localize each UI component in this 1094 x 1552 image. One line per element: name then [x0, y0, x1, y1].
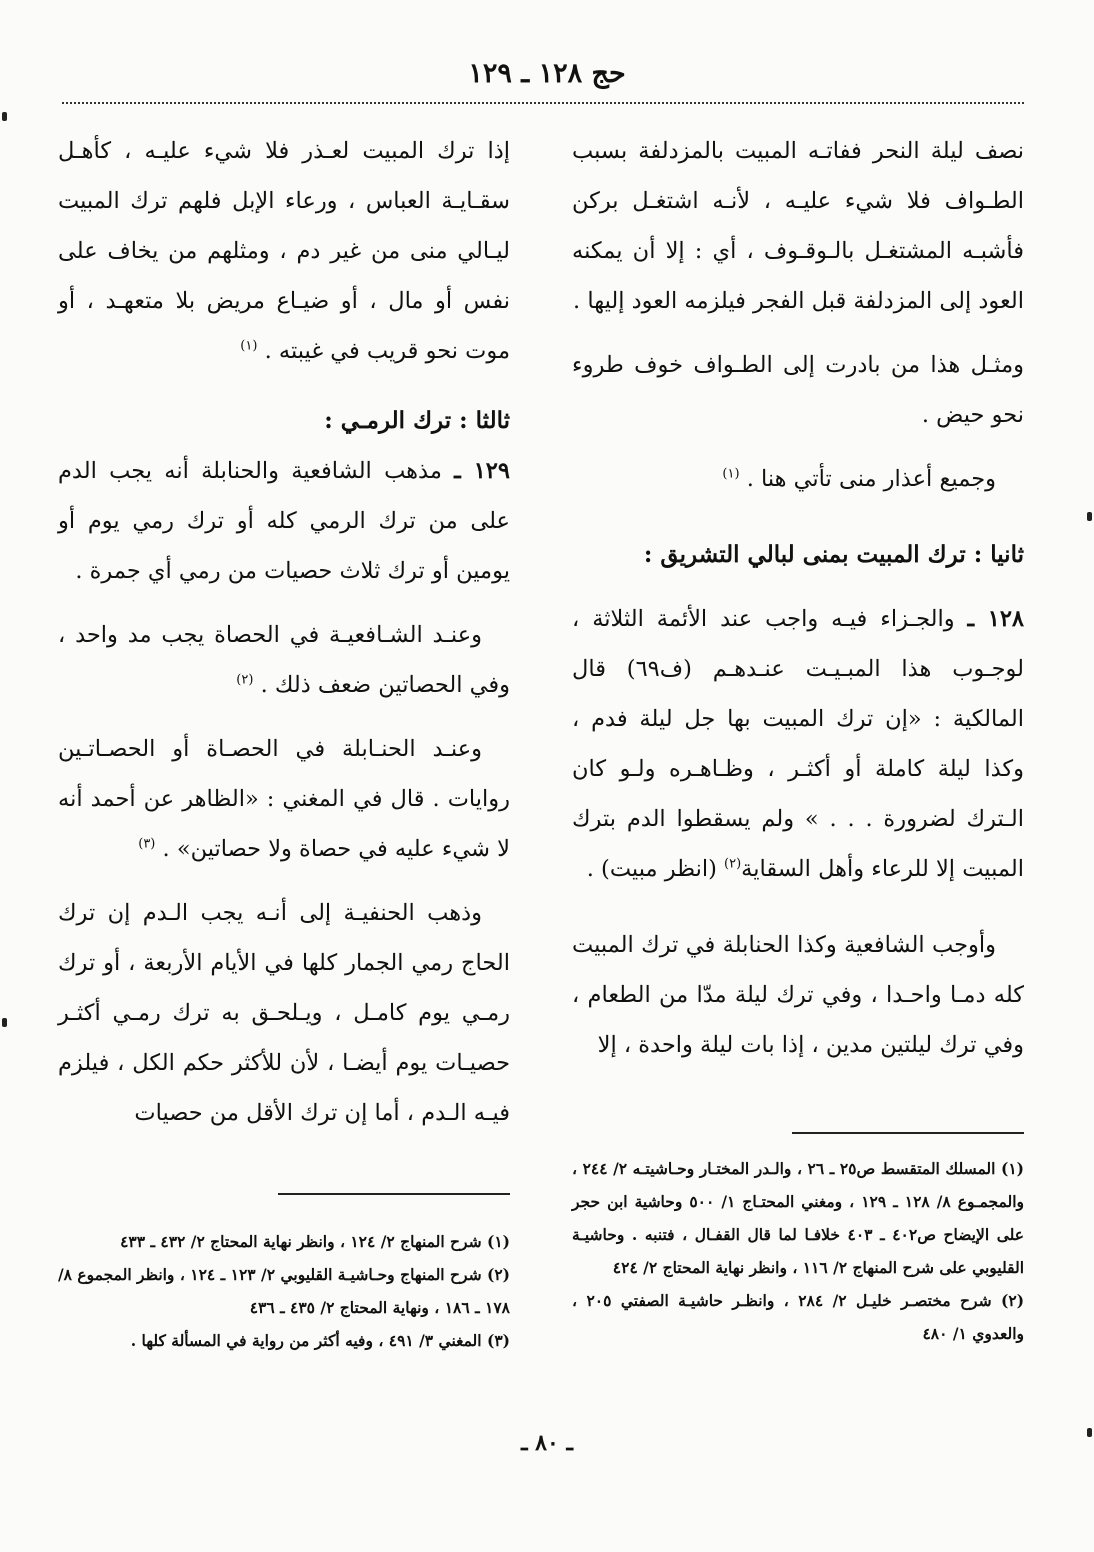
footnote-ref: (١) [722, 466, 740, 482]
paragraph: إذا ترك المبيت لعـذر فلا شيء عليـه ، كأهـل سقـايـة العباس ، ورعاء الإبل فلهم ترك المبيت ليـالي منى من غير دم ، ومثلهم من يخاف على نفس أو مال ، أو ضيـاع مريض بلا متعهـد ، أو موت نحو قريب في غيبته . $^{(١)}$ [58, 138, 510, 364]
page-number: ـ ٨٠ ـ [521, 1430, 573, 1456]
footnote: (٢) شرح المنهاج وحـاشيـة القليوبي ٢/ ١٢٣ ـ ١٢٤ ، وانظر المجموع ٨/ ١٧٨ ـ ١٨٦ ، ونهاية المحتاج ٢/ ٤٣٥ ـ ٤٣٦ [58, 1265, 510, 1317]
footnote: (١) المسلك المتقسط ص٢٥ ـ ٢٦ ، والـدر المختـار وحـاشيتـه ٢/ ٢٤٤ ، والمجمـوع ٨/ ١٢٨ ـ ١٢٩ ، ومغني المحتـاج ١/ ٥٠٠ وحاشية ابن حجر على الإيضاح ص٤٠٢ ـ ٤٠٣ خلافـا لما قال القفـال ، فتنبه . وحاشيـة القليوبي على شرح المنهاج ٢/ ١١٦ ، وانظر نهاية المحتاج ٢/ ٤٢٤ [572, 1159, 1024, 1277]
footnote: (٣) المغني ٣/ ٤٩١ ، وفيه أكثر من رواية في المسألة كلها . [130, 1331, 510, 1350]
paragraph: ومثـل هذا من بادرت إلى الطـواف خوف طروء نحو حيض . [572, 352, 1024, 428]
scan-mark [2, 112, 7, 121]
footnote-separator [792, 1132, 1024, 1134]
paragraph: نصف ليلة النحر ففاتـه المبيت بالمزدلفة بسبب الطـواف فلا شيء عليـه ، لأنـه اشتغـل بركن فأشبـه المشتغـل بالـوقـوف ، أي : إلا أن يمكنه العود إلى المزدلفة قبل الفجر فيلزمه العود إليها . [572, 138, 1024, 314]
paragraph-number: ١٢٨ ـ [967, 606, 1024, 632]
paragraph: وجميع أعذار منى تأتي هنا . $^{(١)}$ [722, 466, 996, 492]
scan-mark [1087, 1428, 1092, 1437]
header-dotted-rule [62, 102, 1024, 104]
footnotes-right [572, 1152, 1024, 1350]
footnote-ref: (٢) [724, 856, 742, 872]
right-column [572, 126, 1024, 1084]
paragraph: وعنـد الشـافعيـة في الحصاة يجب مد واحد ، وفي الحصاتين ضعف ذلك . $^{(٢)}$ [58, 622, 510, 698]
paragraph-number: ١٢٩ ـ [454, 458, 510, 484]
footnote-ref: (١) [240, 338, 258, 354]
paragraph: ١٢٨ ـ والجـزاء فيـه واجب عند الأئمة الثلاثة ، لوجـوب هذا المبـيـت عنـدهـم (ف٦٩) قال المالكية : «إن ترك المبيت بها جل ليلة فدم ، وكذا ليلة كاملة أو أكثـر ، وظـاهـره ولـو كان الـترك لضرورة . . . » ولم يسقطوا الدم بترك المبيت إلا للرعاء وأهل السقاية$^{(٢)}$ (انظر مبيت) . [572, 606, 1024, 882]
section-heading: ثالثا : ترك الرمـي : [324, 407, 510, 434]
section-heading: ثانيا : ترك المبيت بمنى لبالي التشريق : [643, 541, 1024, 568]
footnote-ref: (٢) [236, 672, 254, 688]
footnote-separator [278, 1193, 510, 1195]
paragraph: وذهب الحنفيـة إلى أنـه يجب الـدم إن ترك الحاج رمي الجمار كلها في الأيام الأربعة ، أو ترك رمـي يوم كامـل ، ويـلحـق به ترك رمـي أكثـر حصيـات يوم أيضـا ، لأن للأكثر حكم الكل ، فيلزم فيـه الـدم ، أما إن ترك الأقل من حصيات [58, 900, 510, 1126]
footnote: (١) شرح المنهاج ٢/ ١٢٤ ، وانظر نهاية المحتاج ٢/ ٤٣٢ ـ ٤٣٣ [120, 1232, 510, 1251]
footnote-ref: (٣) [138, 836, 156, 852]
paragraph: وأوجب الشافعية وكذا الحنابلة في ترك المبيت كله دمـا واحـدا ، وفي ترك ليلة مدّا من الطعام ، وفي ترك ليلتين مدين ، إذا بات ليلة واحدة ، إلا [572, 932, 1024, 1058]
scan-mark [2, 1018, 7, 1027]
left-column [58, 126, 510, 1152]
paragraph: وعنـد الحنـابلة في الحصـاة أو الحصـاتـين روايات . قال في المغني : «الظاهر عن أحمد أنه لا شيء عليه في حصاة ولا حصاتين» . $^{(٣)}$ [58, 736, 510, 862]
paragraph: ١٢٩ ـ مذهب الشافعية والحنابلة أنه يجب الدم على من ترك الرمي كله أو ترك رمي يوم أو يومين أو ترك ثلاث حصيات من رمي أي جمرة . [58, 458, 510, 584]
running-header: حج ١٢٨ ـ ١٢٩ [468, 58, 626, 89]
footnotes-left [58, 1225, 510, 1357]
footnote: (٢) شرح مختصـر خليـل ٢/ ٢٨٤ ، وانظـر حاشيـة الصفتي ٢٠٥ ، والعدوي ١/ ٤٨٠ [572, 1291, 1025, 1343]
scan-mark [1087, 512, 1092, 521]
